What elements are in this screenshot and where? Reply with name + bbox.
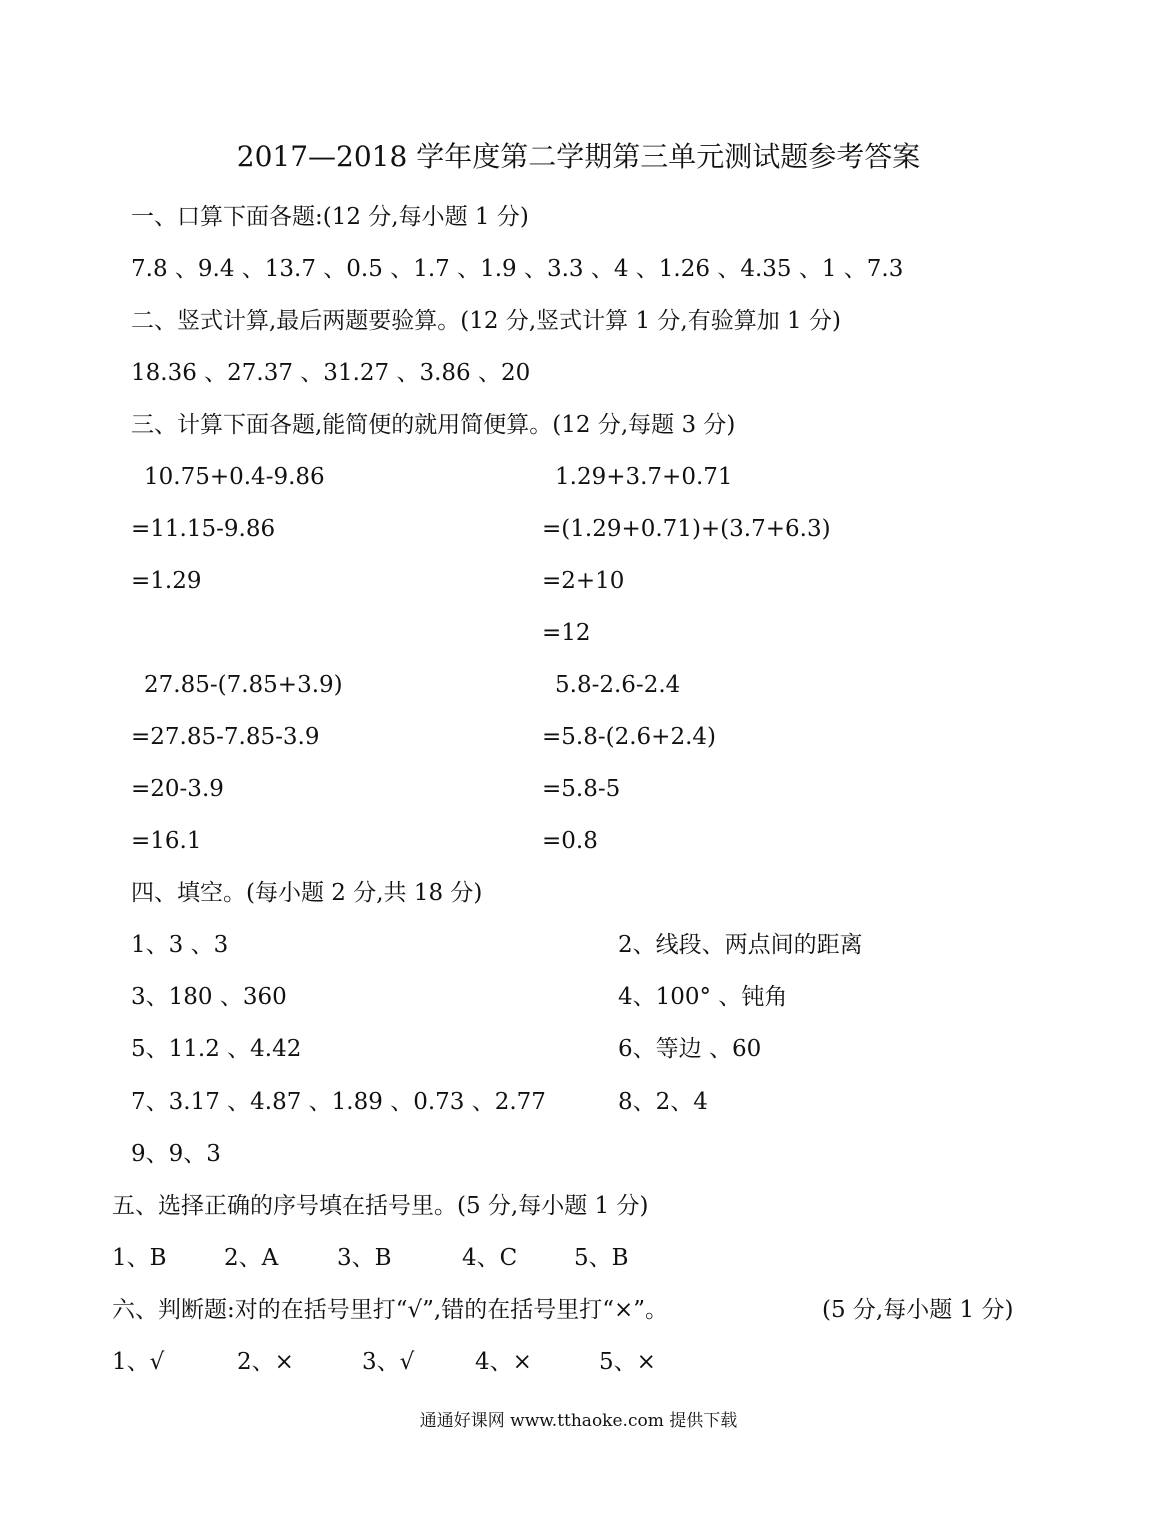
fill-answer: 8、2、4 xyxy=(618,1089,708,1115)
choice-answer: 5、B xyxy=(574,1245,629,1271)
section-1-answers: 7.8 、9.4 、13.7 、0.5 、1.7 、1.9 、3.3 、4 、1.26 、4.35 、1 、7.3 xyxy=(131,256,904,282)
section-6-heading: 六、判断题:对的在括号里打“√”,错的在括号里打“×”。 xyxy=(112,1297,669,1323)
calc-4-line: =5.8-(2.6+2.4) xyxy=(542,724,716,750)
judge-answer: 5、× xyxy=(599,1349,656,1375)
calc-1-line: =1.29 xyxy=(131,568,202,594)
choice-answer: 4、C xyxy=(462,1245,518,1271)
page-title: 2017—2018 学年度第二学期第三单元测试题参考答案 xyxy=(236,140,921,173)
fill-answer: 4、100° 、钝角 xyxy=(618,984,788,1010)
calc-2-line: =2+10 xyxy=(542,568,625,594)
fill-answer: 2、线段、两点间的距离 xyxy=(618,932,863,958)
calc-3-line: =27.85-7.85-3.9 xyxy=(131,724,320,750)
calc-3-line: =16.1 xyxy=(131,828,202,854)
fill-answer: 5、11.2 、4.42 xyxy=(131,1036,302,1062)
judge-answer: 1、√ xyxy=(112,1349,165,1375)
fill-answer: 3、180 、360 xyxy=(131,984,287,1010)
section-1-heading: 一、口算下面各题:(12 分,每小题 1 分) xyxy=(131,204,529,230)
section-6-score: (5 分,每小题 1 分) xyxy=(822,1297,1014,1323)
calc-4-line: =0.8 xyxy=(542,828,598,854)
section-5-heading: 五、选择正确的序号填在括号里。(5 分,每小题 1 分) xyxy=(112,1193,649,1219)
section-2-answers: 18.36 、27.37 、31.27 、3.86 、20 xyxy=(131,360,531,386)
calc-1-line: 10.75+0.4-9.86 xyxy=(144,464,325,490)
calc-2-line: 1.29+3.7+0.71 xyxy=(555,464,733,490)
calc-4-line: =5.8-5 xyxy=(542,776,621,802)
fill-answer: 1、3 、3 xyxy=(131,932,229,958)
fill-answer: 7、3.17 、4.87 、1.89 、0.73 、2.77 xyxy=(131,1089,546,1115)
fill-answer: 9、9、3 xyxy=(131,1141,221,1167)
choice-answer: 1、B xyxy=(112,1245,167,1271)
section-2-heading: 二、竖式计算,最后两题要验算。(12 分,竖式计算 1 分,有验算加 1 分) xyxy=(131,308,841,334)
page-footer: 通通好课网 www.tthaoke.com 提供下载 xyxy=(419,1411,738,1431)
judge-answer: 2、× xyxy=(237,1349,294,1375)
judge-answer: 4、× xyxy=(475,1349,532,1375)
calc-3-line: 27.85-(7.85+3.9) xyxy=(144,672,343,698)
section-3-heading: 三、计算下面各题,能简便的就用简便算。(12 分,每题 3 分) xyxy=(131,412,736,438)
choice-answer: 2、A xyxy=(224,1245,279,1271)
calc-1-line: =11.15-9.86 xyxy=(131,516,276,542)
calc-2-line: =(1.29+0.71)+(3.7+6.3) xyxy=(542,516,831,542)
calc-3-line: =20-3.9 xyxy=(131,776,224,802)
section-4-heading: 四、填空。(每小题 2 分,共 18 分) xyxy=(131,880,483,906)
calc-4-line: 5.8-2.6-2.4 xyxy=(555,672,681,698)
judge-answer: 3、√ xyxy=(362,1349,415,1375)
calc-2-line: =12 xyxy=(542,620,591,646)
fill-answer: 6、等边 、60 xyxy=(618,1036,762,1062)
choice-answer: 3、B xyxy=(337,1245,392,1271)
